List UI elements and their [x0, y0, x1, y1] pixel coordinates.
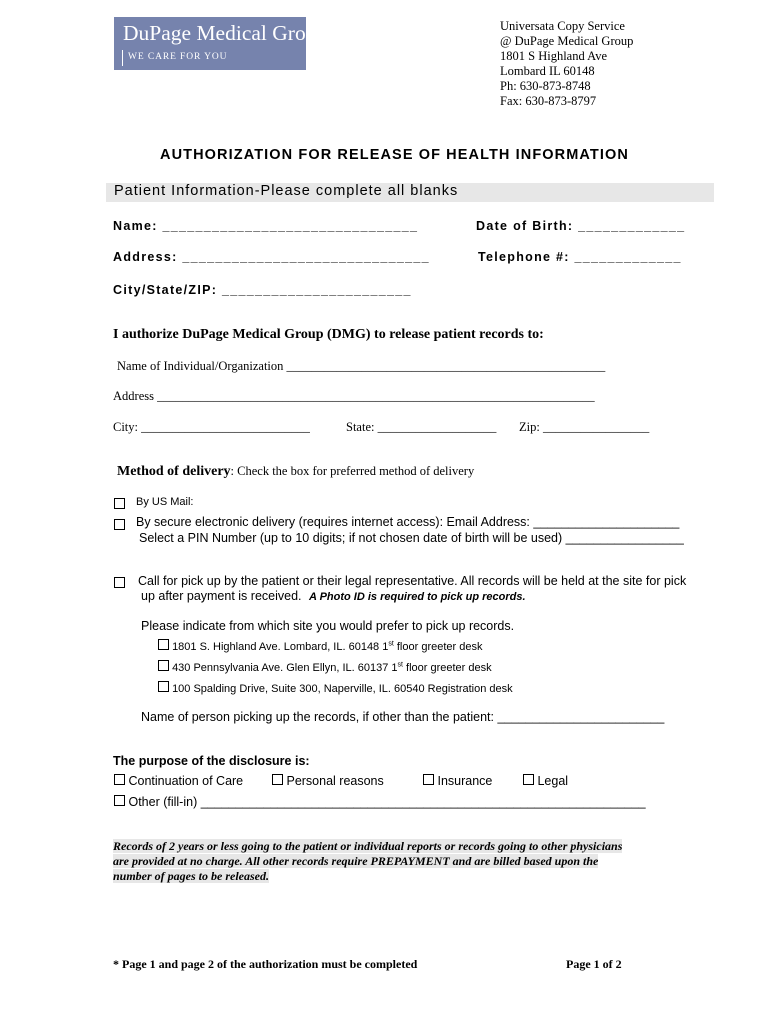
purpose-personal[interactable] [272, 774, 384, 788]
delivery-heading [117, 464, 474, 480]
electronic-option-label[interactable]: By secure electronic delivery (requires internet access): Email Address: _____________________ [136, 515, 680, 529]
purpose-other-field[interactable]: Other (fill-in) ________________________________________________________________ [128, 795, 646, 809]
site-naperville-checkbox[interactable] [158, 681, 169, 692]
logo-tagline: WE CARE FOR YOU [128, 52, 228, 62]
site-glen-ellyn-desk: floor greeter desk [402, 662, 492, 674]
recipient-state-field[interactable]: State: ___________________ [346, 420, 497, 434]
service-address-phone: Ph: 630-873-8748 [500, 79, 591, 93]
purpose-continuation-label: Continuation of Care [128, 774, 244, 788]
dmg-logo [114, 17, 328, 70]
site-lombard-desk: floor greeter desk [393, 641, 483, 653]
service-address-line-3: 1801 S Highland Ave [500, 49, 608, 63]
patient-section-header: Patient Information-Please complete all blanks [114, 183, 459, 199]
logo-name: DuPage Medical Group [123, 21, 328, 45]
purpose-continuation[interactable] [114, 774, 243, 788]
fee-note-line-3: number of pages to be released. [113, 869, 269, 883]
electronic-checkbox[interactable] [114, 517, 125, 535]
purpose-insurance-checkbox[interactable] [423, 774, 434, 785]
site-glen-ellyn-checkbox[interactable] [158, 660, 169, 671]
dob-field[interactable]: Date of Birth: _____________ [476, 219, 686, 233]
service-address-fax: Fax: 630-873-8797 [500, 94, 597, 108]
recipient-zip-field[interactable]: Zip: _________________ [519, 420, 650, 434]
telephone-field[interactable]: Telephone #: _____________ [478, 250, 682, 264]
form-title: AUTHORIZATION FOR RELEASE OF HEALTH INFORMATION [160, 147, 629, 163]
site-option-glen-ellyn[interactable] [158, 660, 492, 674]
pin-field[interactable]: Select a PIN Number (up to 10 digits; if not chosen date of birth will be used) _________________ [139, 531, 684, 545]
fee-note-line-1: Records of 2 years or less going to the patient or individual reports or records going to other physicians [113, 839, 623, 853]
recipient-org-field[interactable]: Name of Individual/Organization ___________________________________________________ [117, 359, 606, 373]
recipient-city-field[interactable]: City: ___________________________ [113, 420, 310, 434]
site-option-naperville[interactable] [158, 681, 513, 695]
recipient-address-field[interactable]: Address ______________________________________________________________________ [113, 389, 595, 403]
purpose-legal-label: Legal [537, 774, 569, 788]
site-lombard-sup: st [388, 640, 394, 648]
page-number: Page 1 of 2 [566, 957, 622, 971]
pickup-payment-text: up after payment is received. [141, 589, 302, 603]
site-naperville-label: 100 Spalding Drive, Suite 300, Naperville, IL. 60540 Registration desk [172, 683, 513, 695]
mail-option-label: By US Mail: [136, 496, 194, 508]
purpose-other-checkbox[interactable] [114, 795, 125, 806]
service-address-line-1: Universata Copy Service [500, 19, 625, 33]
purpose-legal-checkbox[interactable] [523, 774, 534, 785]
patient-name-field[interactable]: Name: _______________________________ [113, 219, 419, 233]
service-address-line-2: @ DuPage Medical Group [500, 34, 634, 48]
pickup-option-label: Call for pick up by the patient or their legal representative. All records will be held at the site for pick [138, 574, 687, 588]
picker-name-field[interactable]: Name of person picking up the records, if other than the patient: ________________________ [141, 710, 665, 724]
site-lombard-checkbox[interactable] [158, 639, 169, 650]
patient-address-field[interactable]: Address: ______________________________ [113, 250, 430, 264]
purpose-personal-label: Personal reasons [286, 774, 384, 788]
site-prompt: Please indicate from which site you would prefer to pick up records. [141, 619, 515, 633]
purpose-insurance-label: Insurance [437, 774, 493, 788]
site-lombard-label: 1801 S. Highland Ave. Lombard, IL. 60148 1 [172, 641, 389, 653]
site-option-lombard[interactable] [158, 639, 482, 653]
city-state-zip-field[interactable]: City/State/ZIP: _______________________ [113, 283, 412, 297]
site-glen-ellyn-sup: st [397, 661, 403, 669]
fee-note [113, 839, 622, 884]
photo-id-note: A Photo ID is required to pick up records. [308, 591, 526, 603]
purpose-heading: The purpose of the disclosure is: [113, 754, 310, 768]
purpose-personal-checkbox[interactable] [272, 774, 283, 785]
pickup-payment-note [141, 589, 526, 603]
site-glen-ellyn-label: 430 Pennsylvania Ave. Glen Ellyn, IL. 60137 1 [172, 662, 398, 674]
pickup-checkbox[interactable] [114, 575, 125, 593]
purpose-continuation-checkbox[interactable] [114, 774, 125, 785]
release-heading: I authorize DuPage Medical Group (DMG) to release patient records to: [113, 327, 544, 342]
purpose-insurance[interactable] [423, 774, 492, 788]
service-address-line-4: Lombard IL 60148 [500, 64, 595, 78]
fee-note-line-2: are provided at no charge. All other records require PREPAYMENT and are billed based upon the [113, 854, 599, 868]
mail-checkbox[interactable] [114, 496, 125, 514]
delivery-heading-rest: : Check the box for preferred method of delivery [230, 464, 475, 478]
delivery-heading-bold: Method of delivery [117, 464, 231, 479]
purpose-other[interactable] [114, 795, 646, 809]
footer-note: * Page 1 and page 2 of the authorization must be completed [113, 957, 418, 971]
logo-divider [122, 50, 123, 66]
purpose-legal[interactable] [523, 774, 568, 788]
